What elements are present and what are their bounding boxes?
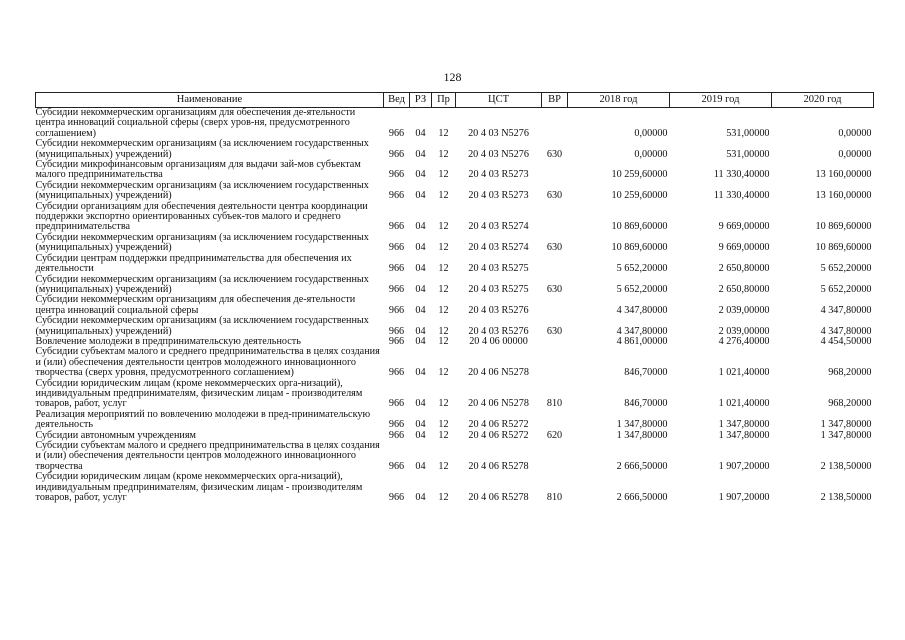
row-amount-2019: 11 330,40000 — [713, 169, 770, 181]
header-2019: 2019 год — [670, 93, 772, 108]
row-pr: 12 — [438, 460, 449, 472]
row-amount-2019: 1 021,40000 — [718, 367, 770, 379]
row-rz: 04 — [415, 325, 426, 337]
row-ved: 966 — [388, 263, 405, 275]
table-row — [36, 379, 874, 410]
row-amount-2018: 5 652,20000 — [616, 283, 668, 295]
row-amount-2020: 4 347,80000 — [820, 325, 872, 337]
row-vr — [542, 108, 568, 140]
row-cst: 20 4 06 R5278 — [468, 460, 529, 472]
row-amount-2018: 1 347,80000 — [616, 429, 668, 441]
row-amount-2018: 2 666,50000 — [616, 492, 668, 504]
header-2020: 2020 год — [772, 93, 874, 108]
header-cst: ЦСТ — [456, 93, 542, 108]
row-amount-2018: 10 259,60000 — [611, 190, 668, 202]
row-rz: 04 — [415, 419, 426, 431]
row-ved: 966 — [388, 367, 405, 379]
row-pr: 12 — [438, 492, 449, 504]
row-amount-2018: 10 869,60000 — [611, 221, 668, 233]
row-vr: 630 — [546, 148, 563, 160]
row-amount-2020: 5 652,20000 — [820, 283, 872, 295]
row-cst: 20 4 03 R5276 — [468, 304, 529, 316]
row-ved: 966 — [388, 429, 405, 441]
row-pr: 12 — [438, 335, 449, 347]
row-amount-2019: 1 907,20000 — [718, 492, 770, 504]
row-ved: 966 — [388, 127, 405, 139]
row-pr: 12 — [438, 221, 449, 233]
row-pr: 12 — [438, 190, 449, 202]
row-cst: 20 4 03 R5273 — [468, 169, 529, 181]
row-amount-2018: 4 347,80000 — [616, 304, 668, 316]
row-cst: 20 4 03 R5275 — [468, 283, 529, 295]
row-ved: 966 — [388, 148, 405, 160]
row-amount-2018: 2 666,50000 — [616, 460, 668, 472]
row-ved: 966 — [388, 460, 405, 472]
row-name: Субсидии некоммерческим организациям (за исключением государственных (муниципальных) учреждений) — [35, 179, 369, 202]
row-amount-2020: 0,00000 — [838, 148, 872, 160]
header-pr: Пр — [432, 93, 456, 108]
table-row — [36, 139, 874, 160]
row-amount-2018: 846,70000 — [624, 398, 668, 410]
row-cst: 20 4 03 N5276 — [468, 127, 529, 139]
row-rz: 04 — [415, 221, 426, 233]
row-amount-2018: 846,70000 — [624, 367, 668, 379]
row-amount-2020: 1 347,80000 — [820, 419, 872, 431]
row-rz: 04 — [415, 169, 426, 181]
row-cst: 20 4 06 R5272 — [468, 419, 529, 431]
row-amount-2020: 13 160,00000 — [815, 169, 872, 181]
row-pr: 12 — [438, 419, 449, 431]
table-row — [36, 472, 874, 503]
row-rz: 04 — [415, 148, 426, 160]
table-row — [36, 275, 874, 296]
row-rz: 04 — [415, 398, 426, 410]
row-vr — [542, 410, 568, 431]
row-vr — [542, 202, 568, 233]
row-name: Субсидии субъектам малого и среднего предпринимательства в целях создания и (или) обеспечения деятельности центров молодежного инновационного творчества (сверх уровня, предусмотренного соглашением) — [35, 346, 380, 379]
header-rz: РЗ — [410, 93, 432, 108]
row-cst: 20 4 03 R5273 — [468, 190, 529, 202]
row-name: Субсидии субъектам малого и среднего предпринимательства в целях создания и (или) обеспечения деятельности центров молодежного инновационного творчества — [35, 440, 380, 472]
row-amount-2018: 0,00000 — [634, 127, 668, 139]
row-amount-2019: 2 650,80000 — [718, 263, 770, 275]
table-row — [36, 108, 874, 140]
table-row — [36, 160, 874, 181]
row-pr: 12 — [438, 169, 449, 181]
row-amount-2019: 9 669,00000 — [718, 221, 770, 233]
row-vr: 630 — [546, 242, 563, 254]
row-amount-2019: 9 669,00000 — [718, 242, 770, 254]
row-amount-2018: 10 869,60000 — [611, 242, 668, 254]
header-vr: ВР — [542, 93, 568, 108]
row-amount-2020: 10 869,60000 — [815, 221, 872, 233]
row-amount-2020: 2 138,50000 — [820, 492, 872, 504]
row-amount-2020: 0,00000 — [838, 127, 872, 139]
row-amount-2019: 1 347,80000 — [718, 429, 770, 441]
row-amount-2019: 531,00000 — [726, 127, 770, 139]
row-pr: 12 — [438, 283, 449, 295]
header-ved: Вед — [384, 93, 410, 108]
row-rz: 04 — [415, 304, 426, 316]
row-name: Вовлечение молодежи в предпринимательскую деятельность — [35, 335, 301, 347]
row-name: Субсидии организациям для обеспечения деятельности центра координации поддержки экспортно ориентированных субъек-тов малого и среднего предпринимательства — [35, 200, 368, 233]
row-cst: 20 4 03 R5275 — [468, 263, 529, 275]
row-amount-2020: 5 652,20000 — [820, 263, 872, 275]
page-number: 128 — [443, 70, 462, 84]
row-cst: 20 4 06 N5278 — [468, 398, 529, 410]
table-row — [36, 254, 874, 275]
row-amount-2019: 1 347,80000 — [718, 419, 770, 431]
row-ved: 966 — [388, 221, 405, 233]
row-cst: 20 4 03 N5276 — [468, 148, 529, 160]
row-pr: 12 — [438, 325, 449, 337]
header-name: Наименование — [36, 93, 384, 108]
row-pr: 12 — [438, 242, 449, 254]
row-amount-2020: 2 138,50000 — [820, 460, 872, 472]
row-name: Субсидии некоммерческим организациям (за исключением государственных (муниципальных) учреждений) — [35, 231, 369, 254]
row-name: Субсидии центрам поддержки предпринимательства для обеспечения их деятельности — [35, 252, 352, 275]
row-pr: 12 — [438, 148, 449, 160]
row-vr: 620 — [546, 429, 563, 441]
row-amount-2019: 1 907,20000 — [718, 460, 770, 472]
row-pr: 12 — [438, 127, 449, 139]
row-amount-2020: 968,20000 — [828, 367, 872, 379]
row-cst: 20 4 03 R5274 — [468, 221, 529, 233]
row-name: Субсидии автономным учреждениям — [35, 429, 196, 441]
row-amount-2020: 968,20000 — [828, 398, 872, 410]
row-cst: 20 4 06 R5272 — [468, 429, 529, 441]
row-rz: 04 — [415, 429, 426, 441]
row-vr: 630 — [546, 190, 563, 202]
row-rz: 04 — [415, 263, 426, 275]
row-cst: 20 4 06 R5278 — [468, 492, 529, 504]
row-ved: 966 — [388, 304, 405, 316]
row-ved: 966 — [388, 190, 405, 202]
table-row — [36, 233, 874, 254]
row-amount-2018: 10 259,60000 — [611, 169, 668, 181]
row-pr: 12 — [438, 429, 449, 441]
row-rz: 04 — [415, 283, 426, 295]
row-vr: 810 — [546, 492, 563, 504]
row-rz: 04 — [415, 335, 426, 347]
budget-table — [35, 92, 874, 503]
row-name: Субсидии некоммерческим организациям (за исключением государственных (муниципальных) учреждений) — [35, 315, 369, 337]
row-vr — [542, 441, 568, 472]
row-rz: 04 — [415, 127, 426, 139]
table-row — [36, 295, 874, 316]
row-ved: 966 — [388, 492, 405, 504]
header-2018: 2018 год — [568, 93, 670, 108]
table-row — [36, 347, 874, 378]
row-amount-2019: 1 021,40000 — [718, 398, 770, 410]
row-name: Субсидии микрофинансовым организациям для выдачи зай-мов субъектам малого предпринимательства — [35, 159, 361, 181]
row-vr: 810 — [546, 398, 563, 410]
row-rz: 04 — [415, 242, 426, 254]
table-row — [36, 410, 874, 431]
row-vr — [542, 295, 568, 316]
row-amount-2019: 2 039,00000 — [718, 325, 770, 337]
table-row — [36, 316, 874, 337]
row-name: Субсидии некоммерческим организациям для обеспечения де-ятельности центра инноваций социальной сферы (сверх уров-ня, предусмотренного соглашением) — [35, 107, 356, 139]
row-amount-2018: 4 861,00000 — [616, 335, 668, 347]
row-ved: 966 — [388, 398, 405, 410]
row-amount-2018: 0,00000 — [634, 148, 668, 160]
row-cst: 20 4 06 00000 — [469, 335, 528, 347]
row-name: Субсидии юридическим лицам (кроме некоммерческих орга-низаций), индивидуальным предпринимателям, физическим лицам - производителям товаров, работ, услуг — [35, 471, 363, 504]
row-amount-2019: 11 330,40000 — [713, 190, 770, 202]
row-ved: 966 — [388, 419, 405, 431]
row-amount-2020: 4 347,80000 — [820, 304, 872, 316]
row-amount-2019: 4 276,40000 — [718, 335, 770, 347]
row-name: Субсидии юридическим лицам (кроме некоммерческих орга-низаций), индивидуальным предпринимателям, физическим лицам - производителям товаров, работ, услуг — [35, 377, 363, 410]
row-amount-2018: 1 347,80000 — [616, 419, 668, 431]
row-name: Субсидии некоммерческим организациям для обеспечения де-ятельности центра инноваций социальной сферы — [35, 294, 356, 316]
row-rz: 04 — [415, 190, 426, 202]
row-ved: 966 — [388, 242, 405, 254]
row-pr: 12 — [438, 304, 449, 316]
row-ved: 966 — [388, 169, 405, 181]
row-vr — [542, 347, 568, 378]
table-header-row — [36, 93, 874, 108]
row-cst: 20 4 03 R5274 — [468, 242, 529, 254]
row-cst: 20 4 06 N5278 — [468, 367, 529, 379]
row-pr: 12 — [438, 398, 449, 410]
row-vr: 630 — [546, 283, 563, 295]
row-vr — [542, 254, 568, 275]
row-rz: 04 — [415, 492, 426, 504]
row-cst: 20 4 03 R5276 — [468, 325, 529, 337]
row-amount-2018: 5 652,20000 — [616, 263, 668, 275]
row-pr: 12 — [438, 263, 449, 275]
row-rz: 04 — [415, 460, 426, 472]
table-row — [36, 181, 874, 202]
row-ved: 966 — [388, 325, 405, 337]
row-amount-2019: 531,00000 — [726, 148, 770, 160]
row-amount-2018: 4 347,80000 — [616, 325, 668, 337]
row-name: Реализация мероприятий по вовлечению молодежи в пред-принимательскую деятельность — [35, 408, 371, 431]
table-row — [36, 441, 874, 472]
row-name: Субсидии некоммерческим организациям (за исключением государственных (муниципальных) учреждений) — [35, 138, 369, 160]
row-vr — [542, 160, 568, 181]
table-row — [36, 202, 874, 233]
row-vr — [542, 337, 568, 347]
row-amount-2020: 1 347,80000 — [820, 429, 872, 441]
row-amount-2020: 4 454,50000 — [820, 335, 872, 347]
row-ved: 966 — [388, 335, 405, 347]
row-vr: 630 — [546, 325, 563, 337]
row-ved: 966 — [388, 283, 405, 295]
row-amount-2020: 10 869,60000 — [815, 242, 872, 254]
row-pr: 12 — [438, 367, 449, 379]
row-amount-2019: 2 650,80000 — [718, 283, 770, 295]
row-amount-2019: 2 039,00000 — [718, 304, 770, 316]
row-amount-2020: 13 160,00000 — [815, 190, 872, 202]
table-body — [36, 108, 874, 504]
row-rz: 04 — [415, 367, 426, 379]
row-name: Субсидии некоммерческим организациям (за исключением государственных (муниципальных) учреждений) — [35, 273, 369, 295]
